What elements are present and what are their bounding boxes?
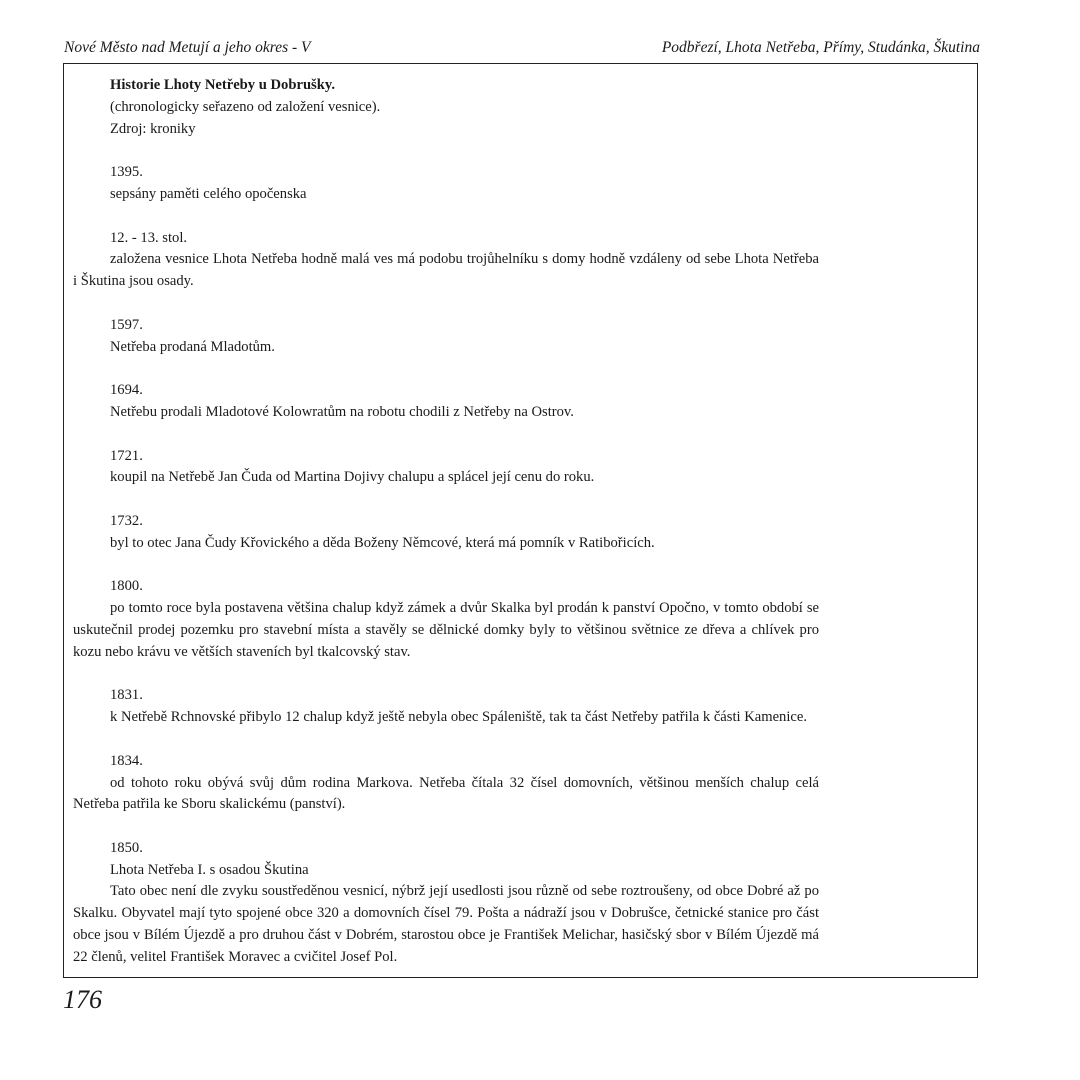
entry-text: po tomto roce byla postavena většina chalup když zámek a dvůr Skalka byl prodán k panství Opočno, v tomto období se uskutečnil prodej pozemku pro stavební místa a stavěly se dělnické domky byly to většinou světnice ze dřeva a chlívek pro kozu nebo krávu ve větších staveních byl tkalcovský stav. xyxy=(73,600,819,660)
entry-1395 xyxy=(73,162,819,206)
entry-1834 xyxy=(73,751,819,816)
entry-text: byl to otec Jana Čudy Křovického a děda Boženy Němcové, která má pomník v Ratibořicích. xyxy=(110,534,655,551)
running-head-right: Podbřezí, Lhota Netřeba, Přímy, Studánka, Škutina xyxy=(661,39,980,56)
entry-1850 xyxy=(73,838,819,969)
entry-text: koupil na Netřebě Jan Čuda od Martina Dojivy chalupu a splácel její cenu do roku. xyxy=(110,469,595,486)
entry-year: 1834. xyxy=(110,752,143,769)
text-frame xyxy=(63,63,978,978)
entry-year: 1850. xyxy=(110,839,143,856)
entry-text: Netřebu prodali Mladotové Kolowratům na robotu chodili z Netřeby na Ostrov. xyxy=(110,403,574,420)
entry-text: Tato obec není dle zvyku soustředěnou vesnicí, nýbrž její usedlosti jsou různě od sebe roztroušeny, od obce Dobré až po Skalku. Obyvatel mají tyto spojené obce 320 a domovních čísel 79. Pošta a nádraží jsou v Dobrušce, četnické stanice pro část obce jsou v Bílém Újezdě a pro druhou část v Dobrém, starostou obce je František Melichar, hasičský sbor v Bílém Újezdě má 22 členů, velitel František Moravec a cvičitel Josef Pol. xyxy=(73,883,819,965)
entry-1694 xyxy=(73,380,819,424)
page-number: 176 xyxy=(63,985,102,1014)
entry-text: od tohoto roku obývá svůj dům rodina Markova. Netřeba čítala 32 čísel domovních, většinou menších chalup celá Netřeba patřila ke Sboru skalickému (panství). xyxy=(73,774,819,813)
entry-subheading: Lhota Netřeba I. s osadou Škutina xyxy=(110,861,309,878)
entry-12-13-century xyxy=(73,228,819,293)
entry-year: 1597. xyxy=(110,316,143,333)
entry-text: založena vesnice Lhota Netřeba hodně malá ves má podobu trojůhelníku s domy hodně vzdáleny od sebe Lhota Netřeba i Škutina jsou osady. xyxy=(73,251,819,290)
entry-year: 1732. xyxy=(110,512,143,529)
entry-1732 xyxy=(73,511,819,555)
document-subtitle: (chronologicky seřazeno od založení vesnice). xyxy=(110,98,381,115)
entry-year: 1694. xyxy=(110,382,143,399)
entry-year: 1831. xyxy=(110,687,143,704)
entry-1597 xyxy=(73,315,819,359)
document-title: Historie Lhoty Netřeby u Dobrušky. xyxy=(110,77,335,93)
entry-year: 1800. xyxy=(110,578,143,595)
entry-1831 xyxy=(73,685,819,729)
entry-text: k Netřebě Rchnovské přibylo 12 chalup když ještě nebyla obec Spáleniště, tak ta část Netřeby patřila k části Kamenice. xyxy=(110,709,808,726)
history-content xyxy=(73,75,819,969)
entry-1721 xyxy=(73,446,819,490)
running-head-left: Nové Město nad Metují a jeho okres - V xyxy=(64,39,311,56)
entry-text: Netřeba prodaná Mladotům. xyxy=(110,338,275,355)
entry-year: 1721. xyxy=(110,447,143,464)
document-source: Zdroj: kroniky xyxy=(110,120,196,137)
entry-1800 xyxy=(73,576,819,663)
entry-year: 12. - 13. stol. xyxy=(110,229,188,246)
entry-text: sepsány paměti celého opočenska xyxy=(110,185,307,202)
entry-year: 1395. xyxy=(110,164,143,181)
